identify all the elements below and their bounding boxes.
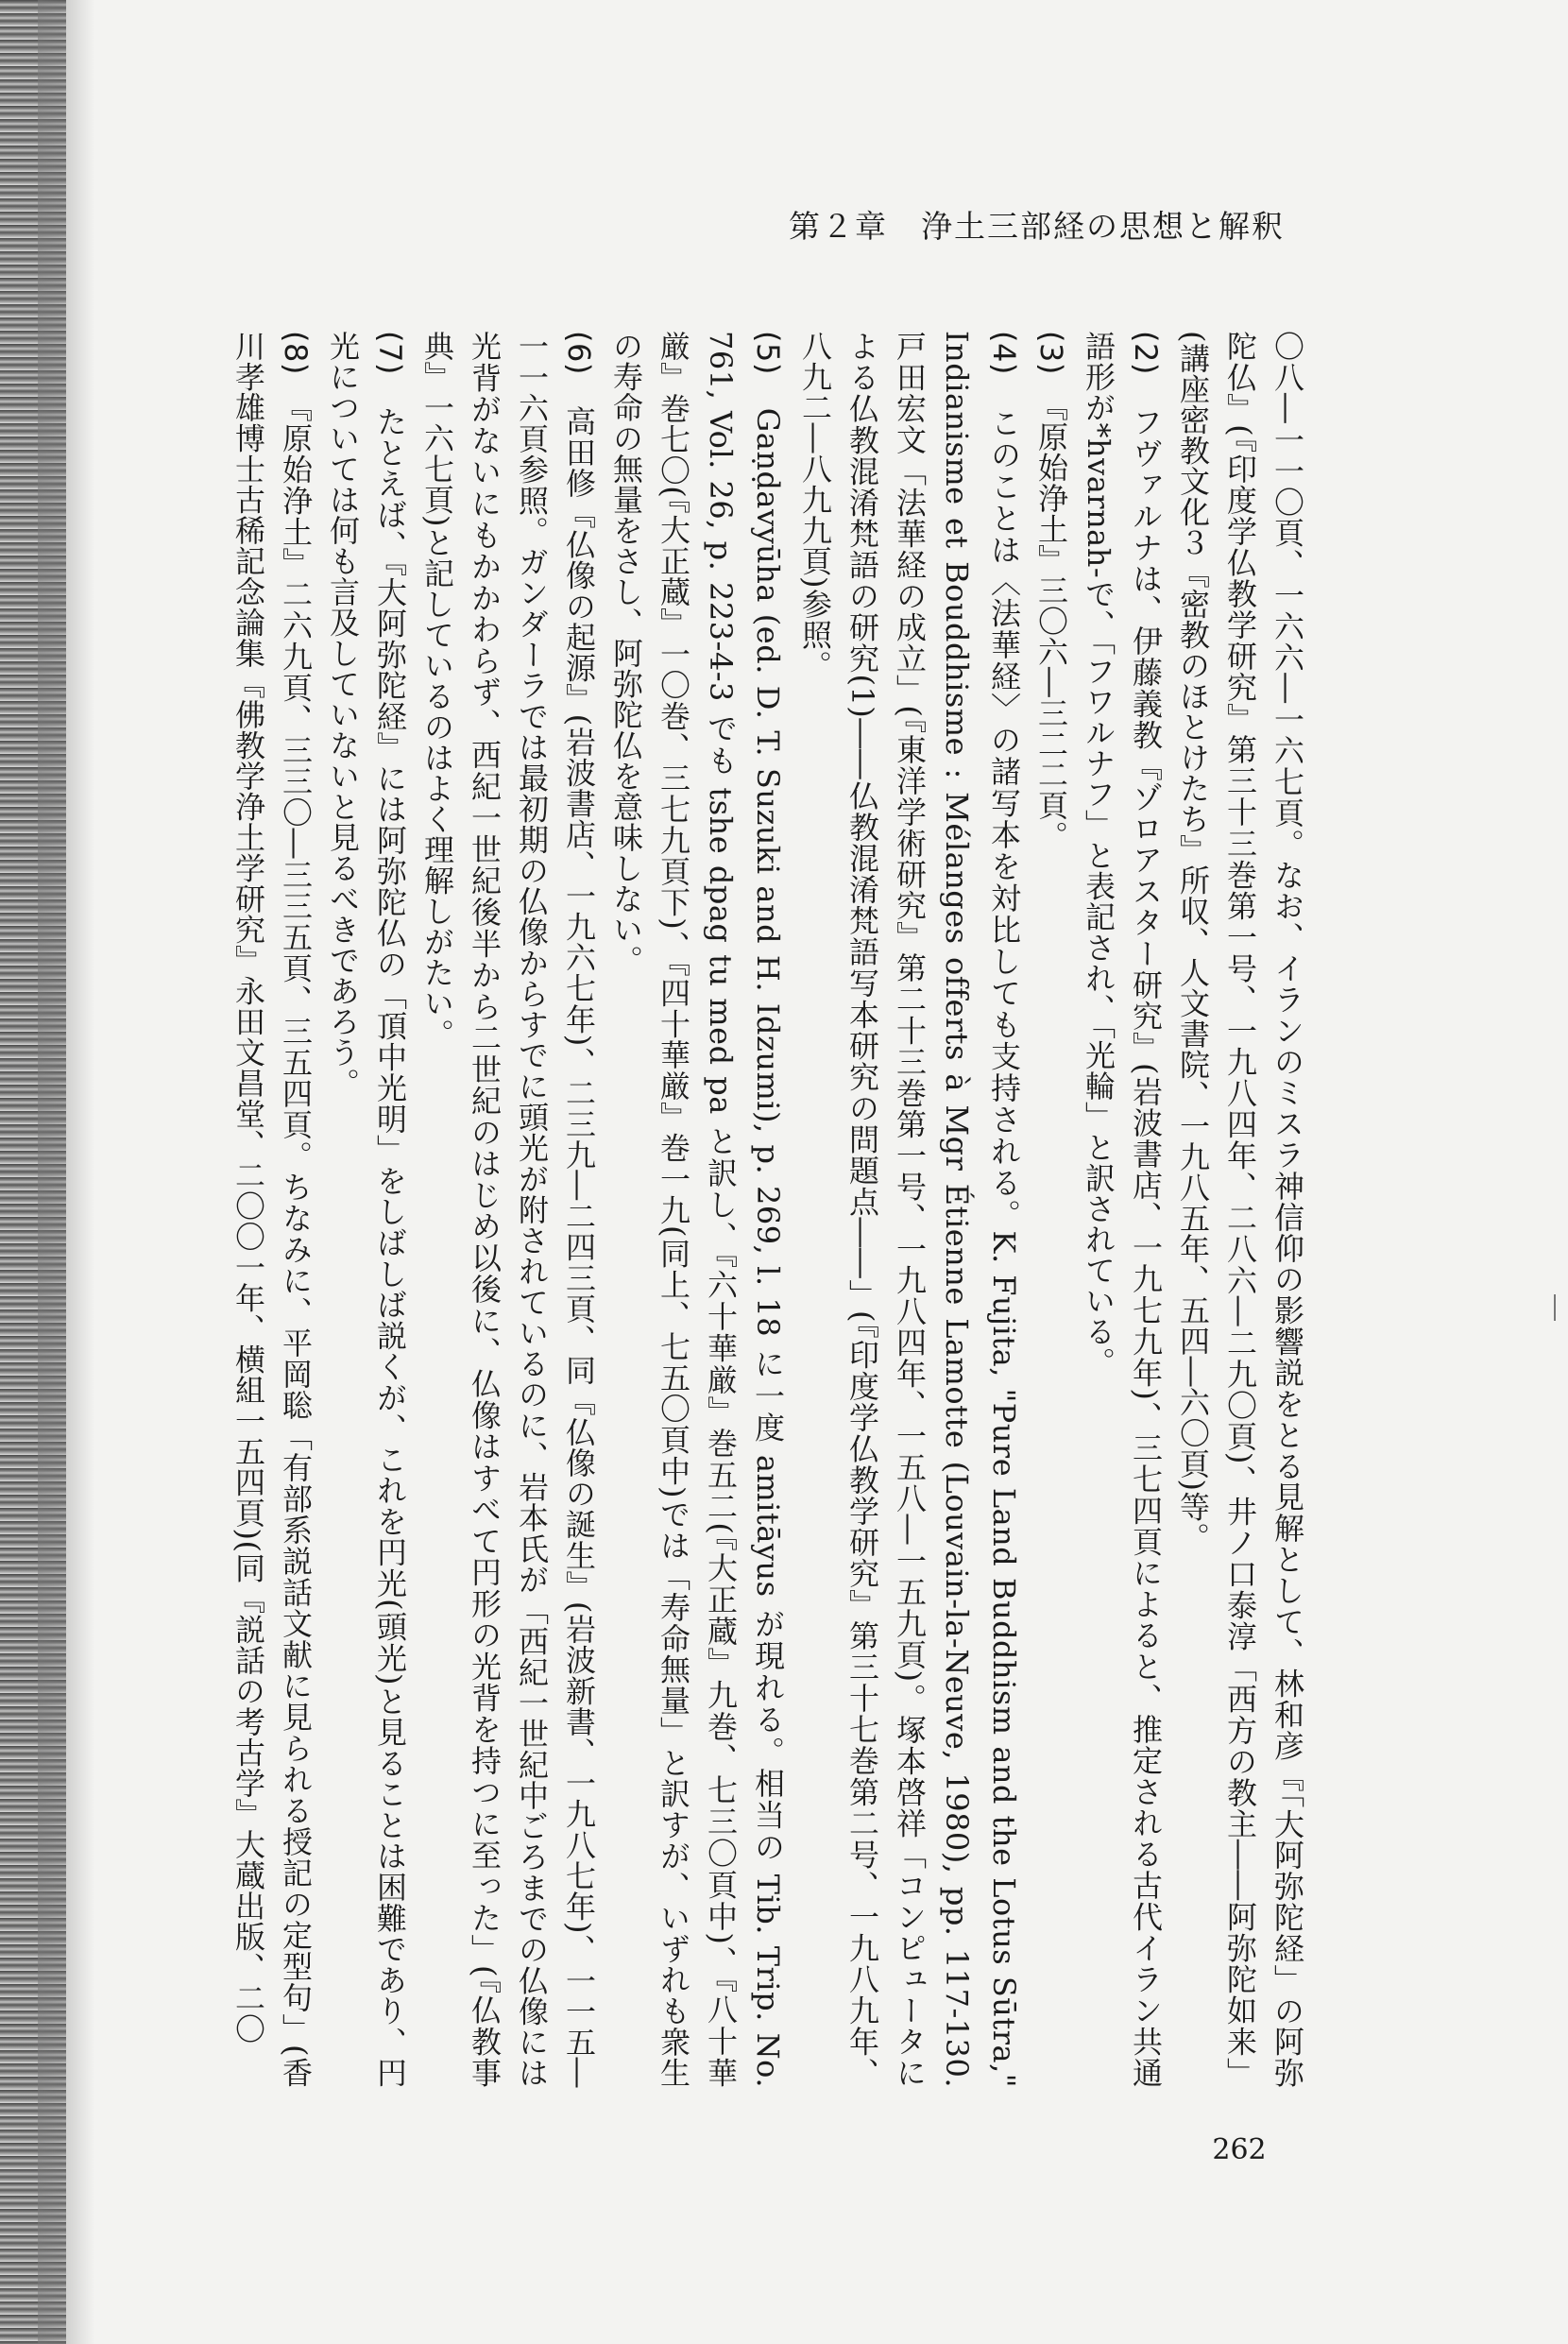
note-6	[414, 331, 603, 2088]
note-number: (5)	[750, 331, 786, 375]
note-8	[225, 331, 319, 2088]
note-5	[603, 331, 792, 2088]
note-number: (8)	[278, 331, 314, 375]
note-text: このことは〈法華経〉の諸写本を対比しても支持される。K. Fujita, "Pure Land Buddhism and the Lotus Sūtra," Indianisme et Bouddhisme : Mélanges offerts à Mgr Étienne Lamotte (Louvain-la-Neuve, 1980), pp. 117-130. 戸田宏文「法華経の成立」(『東洋学術研究』第二十三巻第一号、一九八四年、一五八―一五九頁)。塚本啓祥「コンピュータによる仏教混淆梵語の研究(1)――仏教混淆梵語写本研究の問題点――」(『印度学仏教学研究』第三十七巻第二号、一九八九年、八九二―八九九頁)参照。	[797, 331, 1022, 2088]
note-2	[1075, 331, 1169, 2088]
note-text: 『原始浄土』二六九頁、三三〇―三三五頁、三五四頁。ちなみに、平岡聡「有部系説話文献に見られる授記の定型句」(香川孝雄博士古稀記念論集『佛教学浄土学研究』永田文昌堂、二〇〇一年、横組一五四頁)(同『説話の考古学』大蔵出版、二〇	[230, 331, 314, 2089]
note-7	[319, 331, 414, 2088]
running-head: 第２章 浄土三部経の思想と解釈	[789, 208, 1285, 245]
note-number: (6)	[561, 331, 597, 375]
note-continuation	[1169, 331, 1311, 2088]
notes-area	[83, 331, 1311, 2097]
note-text: フヴァルナは、伊藤義教『ゾロアスター研究』(岩波書店、一九七九年)、三七四頁によると、推定される古代イラン共通語形が*hvarnah-で、「フワルナフ」と表記され、「光輪」と訳されている。	[1081, 331, 1164, 2089]
note-number: (3)	[1033, 331, 1069, 375]
note-text: 〇八―一一〇頁、一六六―一六七頁。なお、イランのミスラ神信仰の影響説をとる見解として、林和彦『「大阿弥陀経」の阿弥陀仏』(『印度学仏教学研究』第三十三巻第一号、一九八四年、二八六―二九〇頁)、井ノ口泰淳「西方の教主――阿弥陀如来」(講座密教文化３『密教のほとけたち』所収、人文書院、一九八五年、五四―六〇頁)等。	[1175, 331, 1305, 2089]
note-text: 『原始浄土』三〇六―三二二頁。	[1033, 405, 1069, 851]
margin-mark	[1554, 1294, 1556, 1321]
endnotes-vertical-text	[83, 331, 1311, 2088]
note-text: たとえば、『大阿弥陀経』には阿弥陀仏の「頂中光明」をしばしば説くが、これを円光(頭光)と見ることは困難であり、円光については何も言及していないと見るべきであろう。	[325, 331, 408, 2089]
note-text: Gaṇḍavyūha (ed. D. T. Suzuki and H. Idzumi), p. 269, l. 18 に一度 amitāyus が現れる。相当の Tib. Trip. No. 761, Vol. 26, p. 223-4-3 でも tshe dpag tu med pa と訳し、『六十華厳』巻五二(『大正蔵』九巻、七三〇頁中)、『八十華厳』巻七〇(『大正蔵』一〇巻、三七九頁下)、『四十華厳』巻一九(同上、七五〇頁中)では「寿命無量」と訳すが、いずれも衆生の寿命の無量をさし、阿弥陀仏を意味しない。	[608, 331, 786, 2089]
note-number: (7)	[372, 331, 408, 375]
page-number: 262	[1212, 2133, 1267, 2166]
note-4	[792, 331, 1028, 2088]
note-text: 高田修『仏像の起源』(岩波書店、一九六七年)、二三九―二四三頁、同『仏像の誕生』(岩波新書、一九八七年)、一一五―一一六頁参照。ガンダーラでは最初期の仏像からすでに頭光が附されているのに、岩本氏が「西紀一世紀中ごろまでの仏像には光背がないにもかかわらず、西紀一世紀後半から二世紀のはじめ以後に、仏像はすべて円形の光背を持つに至った」(『仏教事典』一六七頁)と記しているのはよく理解しがたい。	[419, 331, 597, 2089]
note-number: (4)	[986, 331, 1022, 375]
note-3	[1028, 331, 1075, 2088]
note-number: (2)	[1128, 331, 1164, 375]
